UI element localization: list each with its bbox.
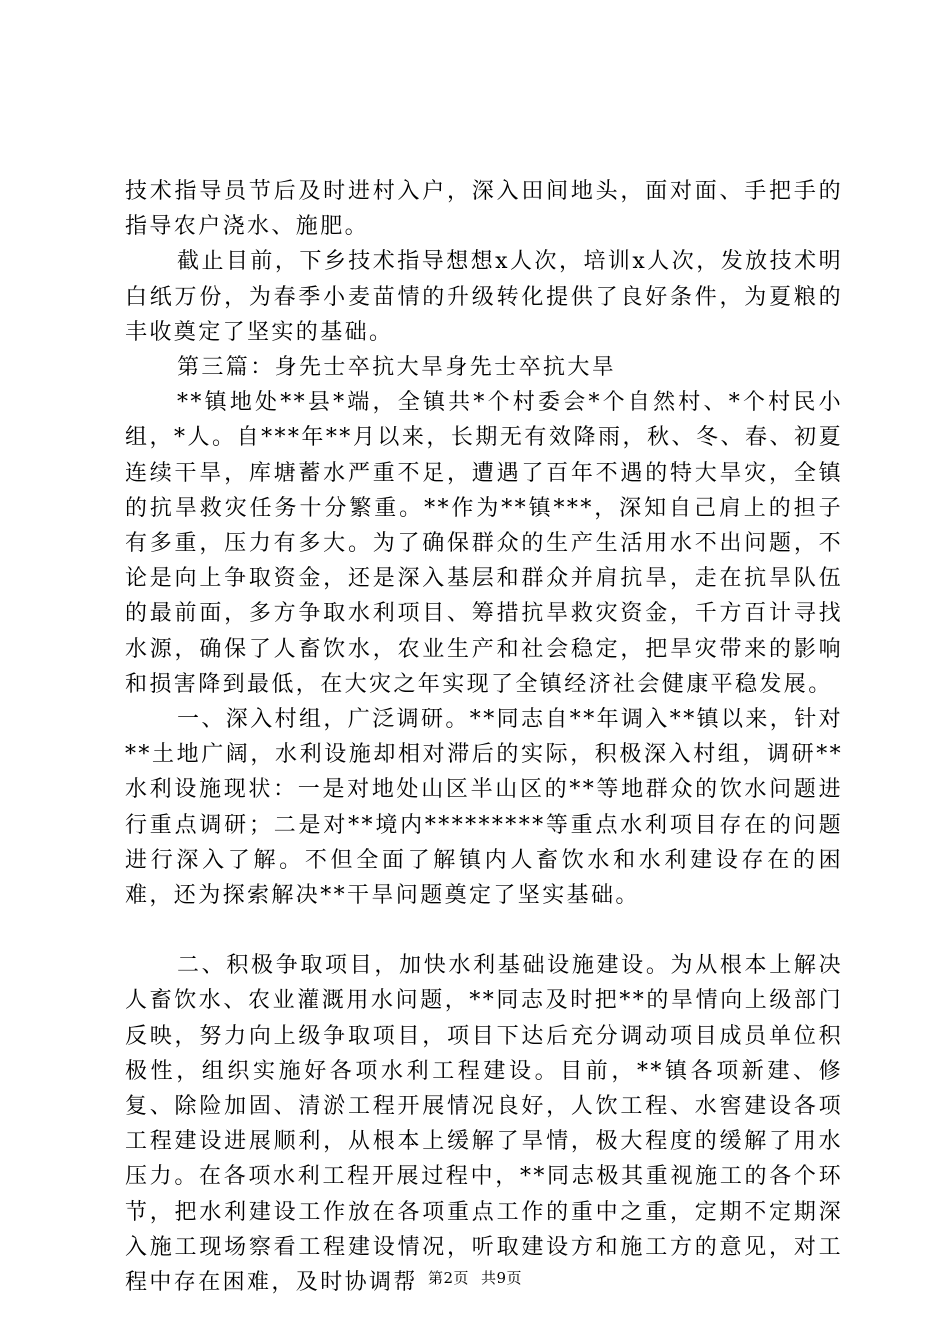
paragraph-intro: **镇地处**县*端，全镇共*个村委会*个自然村、*个村民小组，*人。自***年**月以来，长期无有效降雨，秋、冬、春、初夏连续干旱，库塘蓄水严重不足，遭遇了百年不遇的特大旱灾，全镇的抗旱救灾任务十分繁重。**作为**镇***，深知自己肩上的担子有多重，压力有多大。为了确保群众的生产生活用水不出问题，不论是向上争取资金，还是深入基层和群众并肩抗旱，走在抗旱队伍的最前面，多方争取水利项目、筹措抗旱救灾资金，千方百计寻找水源，确保了人畜饮水，农业生产和社会稳定，把旱灾带来的影响和损害降到最低，在大灾之年实现了全镇经济社会健康平稳发展。: [125, 390, 843, 697]
document-body: [125, 174, 843, 1300]
page-number: 第2页: [427, 1269, 469, 1287]
paragraph-progress: 截止目前，下乡技术指导想想x人次，培训x人次，发放技术明白纸万份，为春季小麦苗情的升级转化提供了良好条件，为夏粮的丰收奠定了坚实的基础。: [125, 249, 843, 345]
page-total: 共9页: [481, 1269, 523, 1287]
paragraph-continued: 技术指导员节后及时进村入户，深入田间地头，面对面、手把手的指导农户浇水、施肥。: [125, 179, 843, 240]
paragraph-research: 一、深入村组，广泛调研。**同志自**年调入**镇以来，针对**土地广阔，水利设施却相对滞后的实际，积极深入村组，调研**水利设施现状：一是对地处山区半山区的**等地群众的饮水问题进行重点调研；二是对**境内*********等重点水利项目存在的问题进行深入了解。不但全面了解镇内人畜饮水和水利建设存在的困难，还为探索解决**干旱问题奠定了坚实基础。: [125, 707, 844, 909]
page-footer: [0, 1267, 950, 1288]
paragraph-projects: 二、积极争取项目，加快水利基础设施建设。为从根本上解决人畜饮水、农业灌溉用水问题，**同志及时把**的旱情向上级部门反映，努力向上级争取项目，项目下达后充分调动项目成员单位积极性，组织实施好各项水利工程建设。目前，**镇各项新建、修复、除险加固、清淤工程开展情况良好，人饮工程、水窖建设各项工程建设进展顺利，从根本上缓解了旱情，极大程度的缓解了用水压力。在各项水利工程开展过程中，**同志极其重视施工的各个环节，把水利建设工作放在各项重点工作的重中之重，定期不定期深入施工现场察看工程建设情况，听取建设方和施工方的意见，对工程中存在困难，及时协调帮: [125, 953, 843, 1296]
section-heading: 第三篇：身先士卒抗大旱身先士卒抗大旱: [177, 355, 617, 381]
